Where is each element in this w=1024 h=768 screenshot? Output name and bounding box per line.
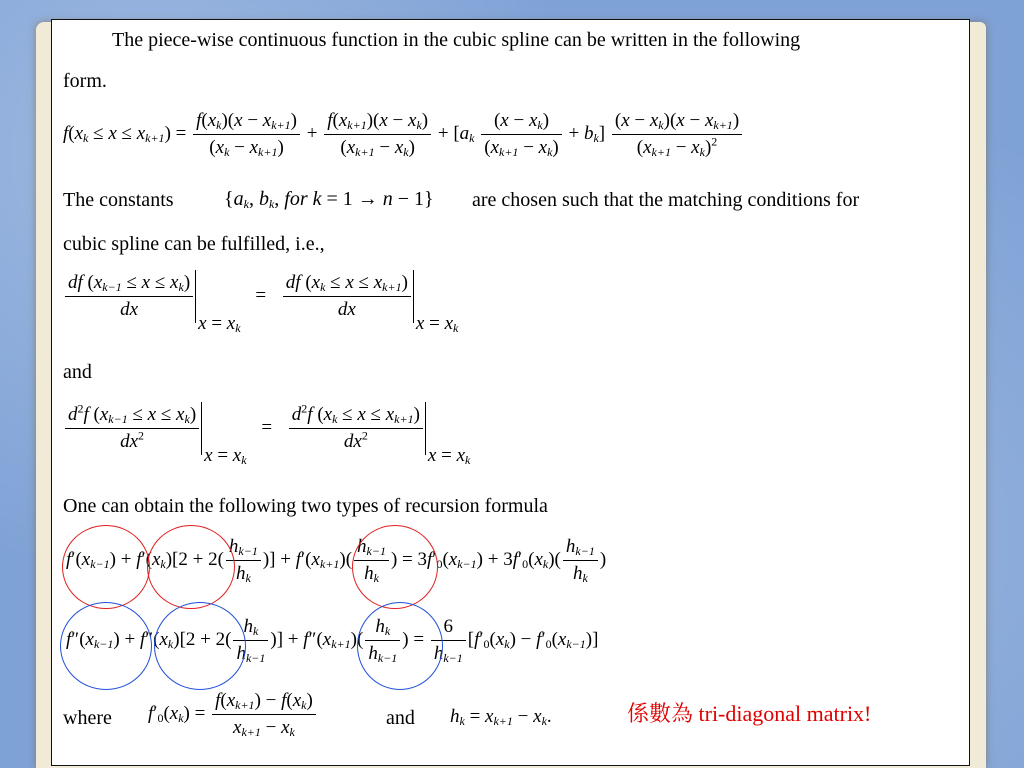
- intro-line-1: The piece-wise continuous function in the cubic spline can be written in the following: [112, 29, 801, 51]
- constants-suffix: are chosen such that the matching conditions for: [472, 189, 860, 211]
- where-word: where: [63, 707, 112, 729]
- constants-prefix: The constants: [63, 189, 174, 211]
- constants-set: {$a_k$, $b_k$, for k = 1 → n − 1}: [224, 188, 434, 211]
- intro-line-2: form.: [63, 70, 107, 92]
- h-definition: $h_k = x_{k+1} - x_k$.: [450, 706, 552, 728]
- recursion-formula-second: $f''(x_{k-1}) + f''(x_k)[2 + 2$( $\frac{h_k}{h_{k-1}}$ )] + $f''(x_{k+1})$( $\frac{h_k}{h_{k-1}}$ ) = $\frac{6}{h_{k-1}}$ $[f'_0(x_k) - f'_0(x_{k-1})]$: [66, 616, 599, 665]
- and-word-2: and: [386, 707, 415, 729]
- spline-formula: $f(x_k \le x \le x_{k+1})$ = $\frac{f(x_k)(x - x_{k+1})}{(x_k - x_{k+1})}$ + $\frac{f(x_{k+1})(x - x_k)}{(x_{k+1} - x_k)}$ + [$a_k$ $\frac{(x - x_k)}{(x_{k+1} - x_k)}$ + $b_k$] $\frac{(x - x_k)(x - x_{k+1})}{(x_{k+1} - x_k)^2}$: [63, 108, 744, 161]
- f0-definition: $f'_0(x_k)$ = $\frac{f(x_{k+1}) - f(x_k)}{x_{k+1} - x_k}$: [148, 688, 318, 741]
- fulfilled-line: cubic spline can be fulfilled, i.e.,: [63, 233, 325, 255]
- tridiagonal-note: 係數為 tri-diagonal matrix!: [627, 701, 872, 726]
- first-derivative-match: $\frac{df (x_{k-1} \le x \le x_k)}{dx}$ $x = x_k$ = $\frac{df (x_k \le x \le x_{k+1})}{dx}$ $x = x_k$: [63, 270, 458, 335]
- second-derivative-match: $\frac{d^2f (x_{k-1} \le x \le x_k)}{dx^2}$ $x = x_k$ = $\frac{d^2f (x_k \le x \le x_{k+1})}{dx^2}$ $x = x_k$: [63, 402, 470, 467]
- and-word: and: [63, 361, 92, 383]
- slide-content: [51, 19, 970, 766]
- recursion-line: One can obtain the following two types of recursion formula: [63, 495, 548, 517]
- recursion-formula-first: $f'(x_{k-1}) + f'(x_k)[2 + 2$( $\frac{h_{k-1}}{h_k}$ )] + $f'(x_{k+1})$( $\frac{h_{k-1}}{h_k}$ ) = $3f'_0(x_{k-1}) + 3f'_0(x_k)$( $\frac{h_{k-1}}{h_k}$ ): [66, 536, 607, 585]
